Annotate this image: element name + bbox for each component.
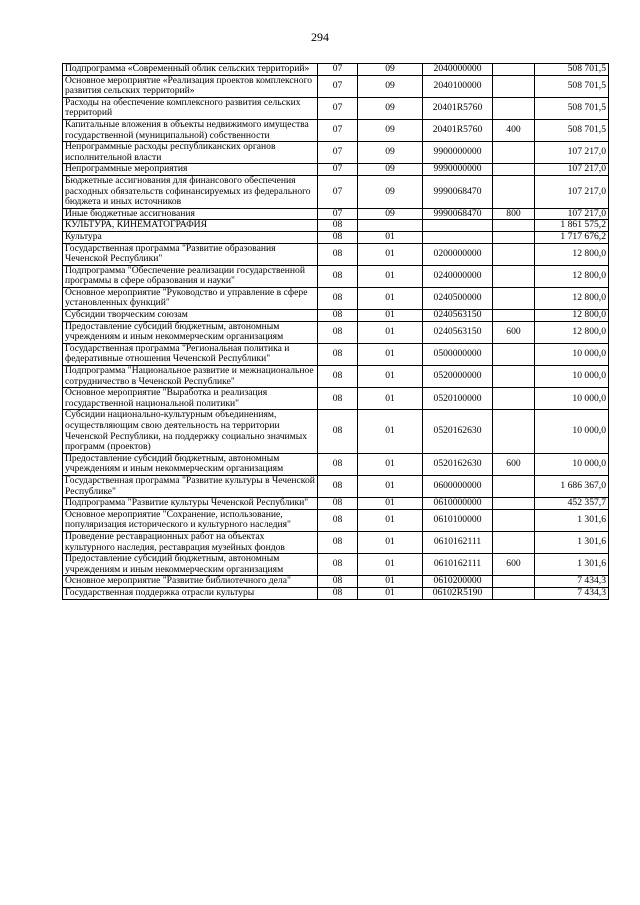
row-expense-type [493,97,535,119]
row-target-code: 2040100000 [423,75,493,97]
row-section: 08 [318,531,358,553]
row-name: Подпрограмма "Развитие культуры Чеченской Республики" [63,498,318,510]
row-expense-type [493,175,535,208]
table-row [63,175,609,208]
row-target-code: 0610162111 [423,531,493,553]
row-subsection: 01 [358,475,423,497]
row-subsection: 01 [358,498,423,510]
row-expense-type [493,231,535,243]
table-row [63,231,609,243]
row-amount: 452 357,7 [535,498,609,510]
row-amount: 10 000,0 [535,410,609,453]
row-target-code [423,231,493,243]
budget-table [62,63,609,600]
row-section: 07 [318,119,358,141]
table-row [63,509,609,531]
row-expense-type: 600 [493,453,535,475]
row-amount: 12 800,0 [535,321,609,343]
row-subsection: 01 [358,576,423,588]
row-section: 08 [318,475,358,497]
row-section: 08 [318,453,358,475]
row-subsection: 01 [358,531,423,553]
table-row [63,164,609,176]
row-section: 08 [318,366,358,388]
row-amount: 1 301,6 [535,509,609,531]
row-subsection: 09 [358,64,423,76]
row-target-code: 2040000000 [423,64,493,76]
row-expense-type [493,220,535,232]
row-expense-type [493,498,535,510]
row-section: 08 [318,231,358,243]
row-name: Основное мероприятие «Реализация проектов комплексного развития сельских территорий» [63,75,318,97]
table-row [63,343,609,365]
row-section: 07 [318,164,358,176]
page-number: 294 [311,30,329,44]
table-row [63,265,609,287]
row-target-code: 20401R5760 [423,119,493,141]
row-subsection: 09 [358,175,423,208]
row-amount: 10 000,0 [535,388,609,410]
row-expense-type [493,142,535,164]
row-subsection: 01 [358,388,423,410]
row-name: Государственная программа "Развитие культуры в Чеченской Республике" [63,475,318,497]
row-amount: 107 217,0 [535,164,609,176]
row-name: КУЛЬТУРА, КИНЕМАТОГРАФИЯ [63,220,318,232]
row-expense-type [493,310,535,322]
table-row [63,531,609,553]
row-target-code: 20401R5760 [423,97,493,119]
row-target-code: 0520100000 [423,388,493,410]
table-row [63,220,609,232]
row-section: 08 [318,388,358,410]
row-section: 07 [318,64,358,76]
row-subsection [358,220,423,232]
row-expense-type [493,243,535,265]
row-amount: 508 701,5 [535,119,609,141]
row-expense-type [493,388,535,410]
table-row [63,554,609,576]
row-subsection: 09 [358,75,423,97]
row-target-code: 0500000000 [423,343,493,365]
row-target-code: 9900000000 [423,142,493,164]
table-row [63,287,609,309]
row-name: Основное мероприятие "Руководство и управление в сфере установленных функций" [63,287,318,309]
row-subsection: 01 [358,554,423,576]
row-expense-type [493,343,535,365]
row-target-code: 0240500000 [423,287,493,309]
row-target-code: 0520162630 [423,410,493,453]
row-subsection: 09 [358,208,423,220]
row-name: Подпрограмма "Национальное развитие и межнациональное сотрудничество в Чеченской Республике" [63,366,318,388]
table-row [63,576,609,588]
row-subsection: 01 [358,343,423,365]
row-section: 08 [318,287,358,309]
row-amount: 7 434,3 [535,587,609,599]
table-row [63,119,609,141]
row-subsection: 01 [358,410,423,453]
row-name: Субсидии национально-культурным объединениям, осуществляющим свою деятельность на территории Чеченской Республики, на поддержку социально значимых программ (проектов) [63,410,318,453]
row-name: Культура [63,231,318,243]
table-row [63,321,609,343]
table-row [63,475,609,497]
table-row [63,587,609,599]
row-name: Непрограммные расходы республиканских органов исполнительной власти [63,142,318,164]
row-section: 08 [318,587,358,599]
row-section: 07 [318,75,358,97]
row-section: 08 [318,220,358,232]
row-expense-type [493,475,535,497]
row-amount: 107 217,0 [535,142,609,164]
row-name: Предоставление субсидий бюджетным, автономным учреждениям и иным некоммерческим организациям [63,554,318,576]
row-section: 08 [318,554,358,576]
table-row [63,388,609,410]
row-subsection: 01 [358,231,423,243]
row-target-code: 9990068470 [423,175,493,208]
table-row [63,366,609,388]
row-expense-type [493,287,535,309]
row-name: Расходы на обеспечение комплексного развития сельских территорий [63,97,318,119]
row-target-code: 0600000000 [423,475,493,497]
row-subsection: 01 [358,587,423,599]
row-amount: 1 861 575,2 [535,220,609,232]
row-name: Основное мероприятие "Выработка и реализация государственной национальной политики" [63,388,318,410]
row-section: 08 [318,321,358,343]
row-amount: 7 434,3 [535,576,609,588]
row-expense-type: 400 [493,119,535,141]
row-name: Капитальные вложения в объекты недвижимого имущества государственной (муниципальной) собственности [63,119,318,141]
row-amount: 12 800,0 [535,310,609,322]
row-section: 08 [318,509,358,531]
row-target-code: 9990000000 [423,164,493,176]
row-amount: 12 800,0 [535,287,609,309]
row-subsection: 09 [358,97,423,119]
row-expense-type [493,366,535,388]
row-name: Бюджетные ассигнования для финансового обеспечения расходных обязательств софинансируемых из федерального бюджета и иных источников [63,175,318,208]
row-section: 07 [318,97,358,119]
row-target-code: 0610200000 [423,576,493,588]
row-name: Подпрограмма "Обеспечение реализации государственной программы в сфере образования и науки" [63,265,318,287]
row-expense-type: 600 [493,321,535,343]
row-section: 08 [318,265,358,287]
row-expense-type [493,410,535,453]
row-section: 08 [318,576,358,588]
row-name: Иные бюджетные ассигнования [63,208,318,220]
table-row [63,498,609,510]
row-subsection: 01 [358,509,423,531]
table-row [63,142,609,164]
row-name: Государственная программа "Региональная политика и федеративные отношения Чеченской Республики" [63,343,318,365]
row-target-code: 0520162630 [423,453,493,475]
row-expense-type [493,75,535,97]
row-amount: 1 686 367,0 [535,475,609,497]
row-amount: 1 301,6 [535,531,609,553]
row-target-code: 0610162111 [423,554,493,576]
table-row [63,453,609,475]
row-name: Предоставление субсидий бюджетным, автономным учреждениям и иным некоммерческим организациям [63,453,318,475]
row-subsection: 01 [358,366,423,388]
row-subsection: 09 [358,142,423,164]
row-target-code: 06102R5190 [423,587,493,599]
row-amount: 1 301,6 [535,554,609,576]
row-amount: 107 217,0 [535,175,609,208]
row-name: Государственная программа "Развитие образования Чеченской Республики" [63,243,318,265]
row-subsection: 01 [358,243,423,265]
row-target-code: 0240000000 [423,265,493,287]
row-expense-type: 600 [493,554,535,576]
row-target-code: 0610000000 [423,498,493,510]
row-expense-type [493,587,535,599]
row-name: Субсидии творческим союзам [63,310,318,322]
row-section: 08 [318,498,358,510]
row-name: Подпрограмма «Современный облик сельских территорий» [63,64,318,76]
row-expense-type [493,265,535,287]
row-target-code: 9990068470 [423,208,493,220]
row-name: Непрограммные мероприятия [63,164,318,176]
budget-table-body [63,64,609,600]
table-row [63,208,609,220]
table-row [63,97,609,119]
row-target-code: 0240563150 [423,310,493,322]
row-amount: 508 701,5 [535,64,609,76]
row-section: 08 [318,243,358,265]
table-row [63,64,609,76]
table-row [63,75,609,97]
row-amount: 10 000,0 [535,343,609,365]
row-target-code: 0610100000 [423,509,493,531]
row-target-code [423,220,493,232]
row-target-code: 0520000000 [423,366,493,388]
row-expense-type [493,64,535,76]
row-subsection: 01 [358,321,423,343]
row-name: Основное мероприятие "Сохранение, использование, популяризация исторического и культурного наследия" [63,509,318,531]
row-subsection: 09 [358,119,423,141]
row-section: 07 [318,208,358,220]
row-expense-type [493,164,535,176]
row-section: 08 [318,343,358,365]
table-row [63,243,609,265]
row-expense-type [493,509,535,531]
row-subsection: 01 [358,265,423,287]
row-amount: 12 800,0 [535,265,609,287]
row-section: 08 [318,310,358,322]
row-target-code: 0240563150 [423,321,493,343]
row-section: 08 [318,410,358,453]
row-expense-type: 800 [493,208,535,220]
row-expense-type [493,531,535,553]
row-subsection: 01 [358,310,423,322]
row-expense-type [493,576,535,588]
row-amount: 12 800,0 [535,243,609,265]
row-name: Государственная поддержка отрасли культуры [63,587,318,599]
row-section: 07 [318,175,358,208]
row-name: Предоставление субсидий бюджетным, автономным учреждениям и иным некоммерческим организациям [63,321,318,343]
row-amount: 508 701,5 [535,97,609,119]
row-target-code: 0200000000 [423,243,493,265]
row-name: Основное мероприятие "Развитие библиотечного дела" [63,576,318,588]
row-subsection: 01 [358,453,423,475]
row-amount: 107 217,0 [535,208,609,220]
row-amount: 10 000,0 [535,366,609,388]
row-section: 07 [318,142,358,164]
row-amount: 1 717 676,2 [535,231,609,243]
table-row [63,410,609,453]
row-amount: 10 000,0 [535,453,609,475]
row-subsection: 09 [358,164,423,176]
row-subsection: 01 [358,287,423,309]
row-name: Проведение реставрационных работ на объектах культурного наследия, реставрация музейных фондов [63,531,318,553]
table-row [63,310,609,322]
row-amount: 508 701,5 [535,75,609,97]
